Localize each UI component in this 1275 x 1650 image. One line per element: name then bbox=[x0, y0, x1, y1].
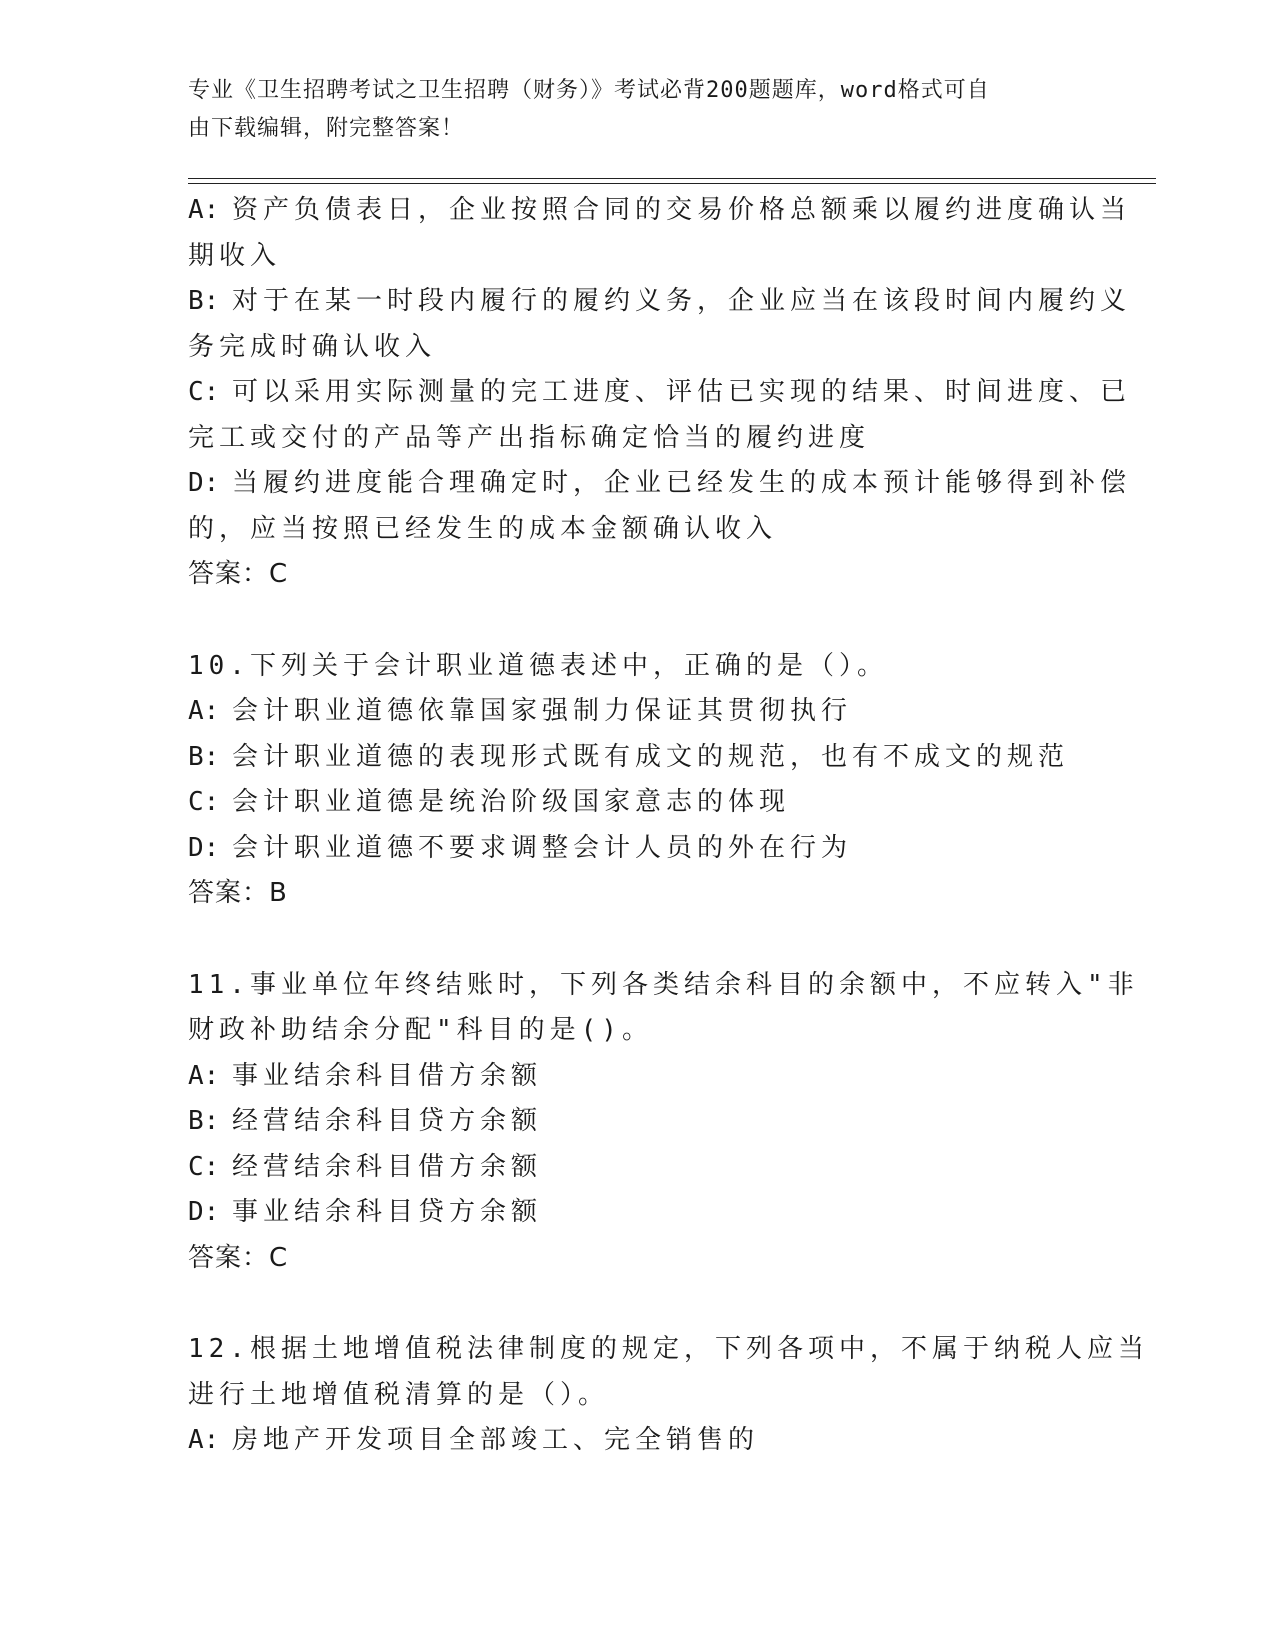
option-a: A: 房地产开发项目全部竣工、完全销售的 bbox=[188, 1425, 760, 1455]
option-c: C: 经营结余科目借方余额 bbox=[188, 1151, 543, 1182]
header-line-2: 由下载编辑，附完整答案！ bbox=[188, 116, 465, 141]
answer-line: 答案：C bbox=[188, 1242, 289, 1273]
option-b: B: 经营结余科目贷方余额 bbox=[188, 1106, 543, 1136]
option-c-continued: 完工或交付的产品等产出指标确定恰当的履约进度 bbox=[188, 422, 871, 453]
question-9-options bbox=[188, 188, 1132, 598]
document-header bbox=[188, 72, 1088, 148]
option-a: A: 资产负债表日，企业按照合同的交易价格总额乘以履约进度确认当 bbox=[188, 195, 1132, 225]
option-c: C: 可以采用实际测量的完工进度、评估已实现的结果、时间进度、已 bbox=[188, 377, 1132, 407]
header-divider-top bbox=[188, 178, 1156, 179]
question-10 bbox=[188, 644, 1088, 917]
option-b: B: 对于在某一时段内履行的履约义务，企业应当在该段时间内履约义 bbox=[188, 286, 1132, 316]
question-stem: 11.事业单位年终结账时，下列各类结余科目的余额中，不应转入"非 bbox=[188, 969, 1139, 1000]
question-content bbox=[188, 188, 1149, 1464]
option-d-continued: 的，应当按照已经发生的成本金额确认收入 bbox=[188, 513, 778, 544]
answer-line: 答案：C bbox=[188, 559, 289, 589]
option-d: D: 会计职业道德不要求调整会计人员的外在行为 bbox=[188, 832, 853, 863]
header-line-1: 专业《卫生招聘考试之卫生招聘（财务）》考试必背200题题库，word格式可自 bbox=[188, 78, 990, 103]
question-12 bbox=[188, 1327, 1149, 1464]
option-c: C: 会计职业道德是统治阶级国家意志的体现 bbox=[188, 787, 791, 817]
header-divider-bottom bbox=[188, 183, 1156, 184]
question-stem: 12.根据土地增值税法律制度的规定，下列各项中，不属于纳税人应当 bbox=[188, 1334, 1149, 1364]
question-stem: 10.下列关于会计职业道德表述中，正确的是（）。 bbox=[188, 650, 888, 681]
question-11 bbox=[188, 963, 1139, 1282]
option-d: D: 事业结余科目贷方余额 bbox=[188, 1197, 543, 1227]
option-a: A: 会计职业道德依靠国家强制力保证其贯彻执行 bbox=[188, 696, 853, 726]
question-stem-continued: 进行土地增值税清算的是（）。 bbox=[188, 1379, 610, 1410]
answer-line: 答案：B bbox=[188, 878, 288, 908]
question-stem-continued: 财政补助结余分配"科目的是()。 bbox=[188, 1015, 653, 1045]
option-a-continued: 期收入 bbox=[188, 240, 282, 271]
option-b: B: 会计职业道德的表现形式既有成文的规范，也有不成文的规范 bbox=[188, 741, 1070, 772]
option-b-continued: 务完成时确认收入 bbox=[188, 331, 437, 362]
option-a: A: 事业结余科目借方余额 bbox=[188, 1060, 543, 1091]
option-d: D: 当履约进度能合理确定时，企业已经发生的成本预计能够得到补偿 bbox=[188, 468, 1132, 498]
